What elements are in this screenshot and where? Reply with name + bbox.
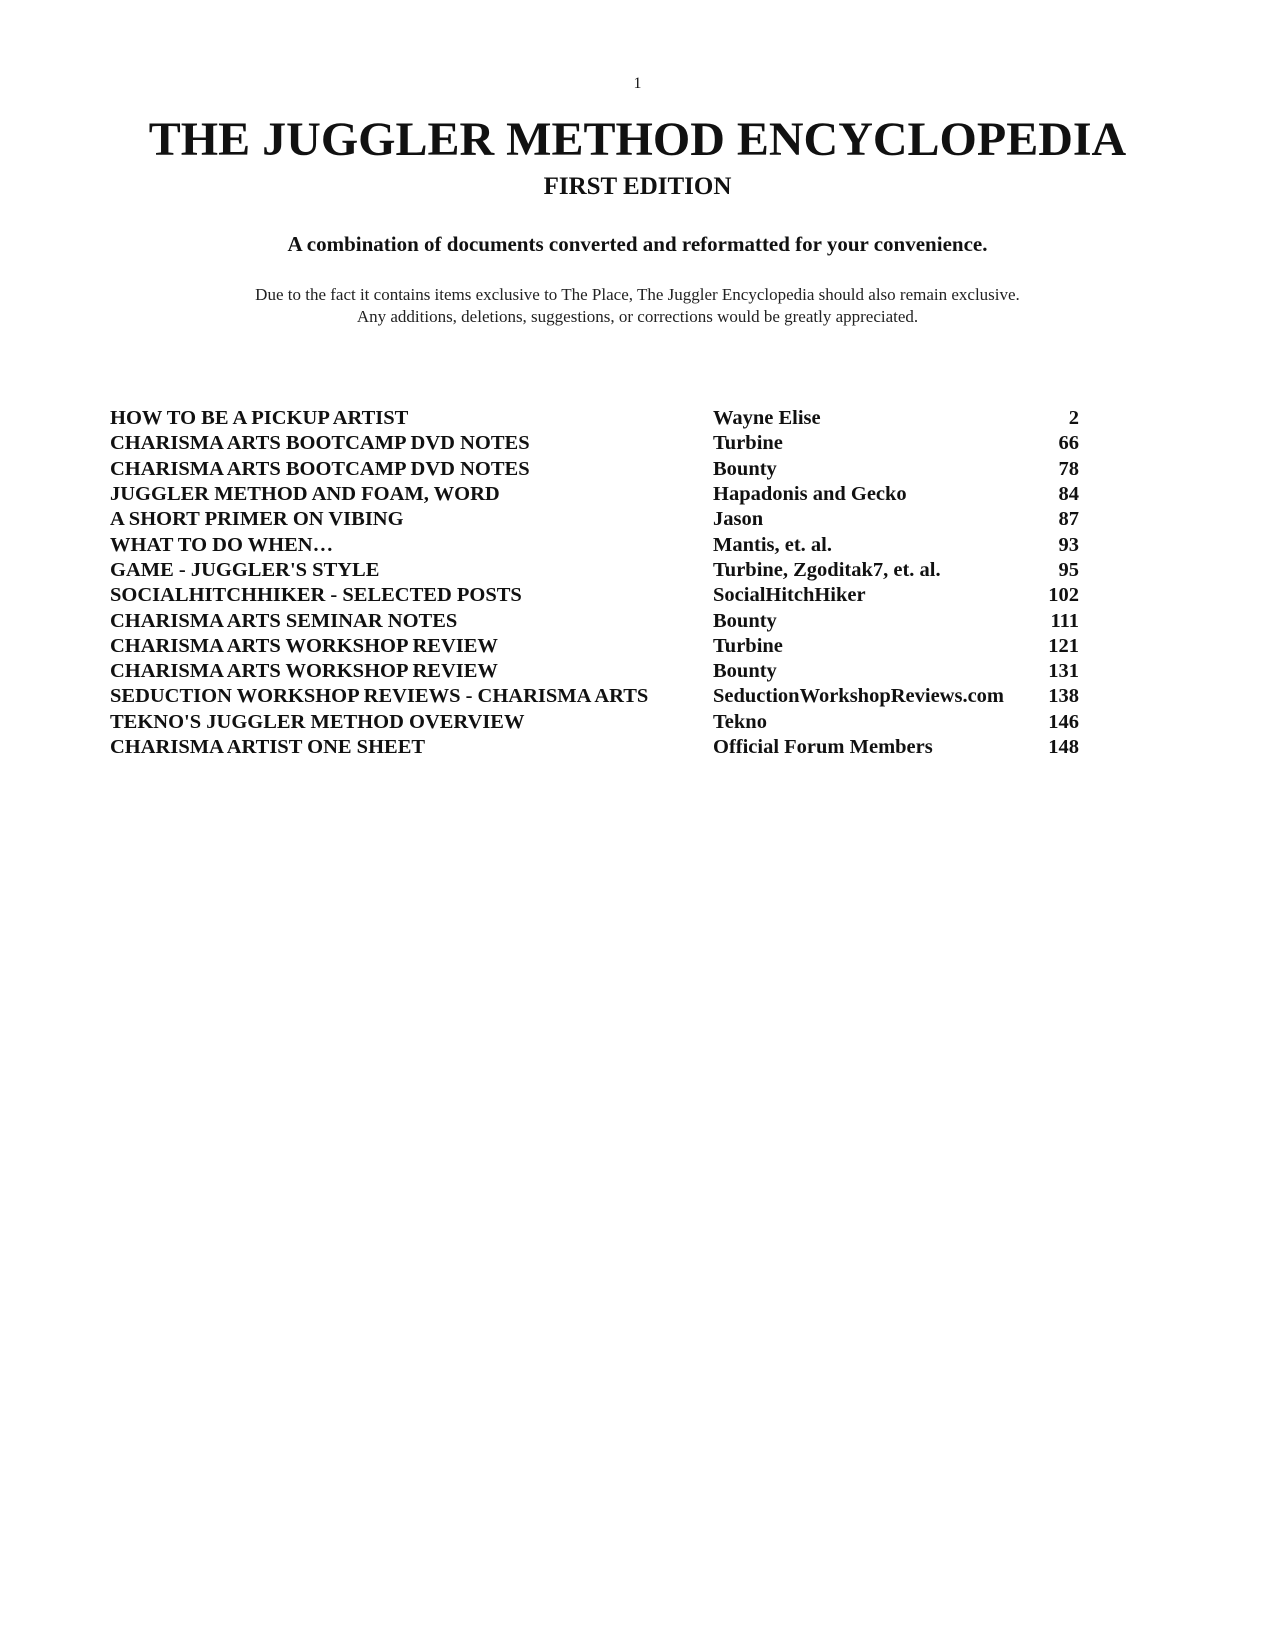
toc-entry <box>110 482 1110 507</box>
toc-entry-page: 2 <box>1068 407 1079 430</box>
toc-entry-title: CHARISMA ARTIST ONE SHEET <box>110 736 426 758</box>
toc-entry <box>110 710 1110 735</box>
toc-entry-title: SOCIALHITCHHIKER - SELECTED POSTS <box>110 584 522 607</box>
toc-entry-author: SeductionWorkshopReviews.com <box>713 685 1005 708</box>
toc-entry-author: Turbine <box>713 432 783 455</box>
toc-entry-author: Bounty <box>713 457 777 480</box>
toc-entry-page: 121 <box>1048 634 1079 657</box>
toc-entry-author: Turbine <box>713 634 783 657</box>
toc-entry-page: 148 <box>1048 736 1079 758</box>
toc-entry-title: GAME - JUGGLER'S STYLE <box>110 558 380 581</box>
toc-entry-author: Bounty <box>713 660 777 683</box>
document-note <box>0 284 1275 328</box>
document-subtitle: FIRST EDITION <box>543 173 732 200</box>
toc-entry-author: Turbine, Zgoditak7, et. al. <box>713 558 941 581</box>
toc-entry <box>110 532 1110 557</box>
toc-entry-page: 84 <box>1058 483 1079 506</box>
toc-entry <box>110 684 1110 709</box>
toc-entry-title: CHARISMA ARTS SEMINAR NOTES <box>110 609 458 632</box>
toc-entry-page: 93 <box>1058 533 1079 556</box>
toc-entry <box>110 659 1110 684</box>
note-line-1: Due to the fact it contains items exclusive to The Place, The Juggler Encyclopedia should also remain exclusive. <box>255 285 1020 304</box>
toc-entry <box>110 431 1110 456</box>
toc-entry-title: A SHORT PRIMER ON VIBING <box>110 508 404 531</box>
page-number: 1 <box>633 75 642 92</box>
toc-entry-author: Mantis, et. al. <box>713 533 832 556</box>
toc-entry-author: Wayne Elise <box>713 407 821 430</box>
document-title: THE JUGGLER METHOD ENCYCLOPEDIA <box>148 113 1127 166</box>
toc-entry-title: CHARISMA ARTS WORKSHOP REVIEW <box>110 660 498 683</box>
toc-entry-author: Jason <box>713 508 764 531</box>
table-of-contents <box>110 406 1110 760</box>
toc-entry-page: 102 <box>1048 584 1079 607</box>
document-tagline: A combination of documents converted and reformatted for your convenience. <box>287 232 988 256</box>
toc-entry-page: 131 <box>1048 660 1079 683</box>
toc-entry-page: 66 <box>1058 432 1079 455</box>
toc-entry-author: Official Forum Members <box>713 736 933 758</box>
toc-entry-title: TEKNO'S JUGGLER METHOD OVERVIEW <box>110 710 525 733</box>
toc-entry <box>110 507 1110 532</box>
toc-entry <box>110 583 1110 608</box>
toc-entry <box>110 406 1110 431</box>
toc-entry <box>110 608 1110 633</box>
toc-entry-author: SocialHitchHiker <box>713 584 866 607</box>
toc-entry-title: CHARISMA ARTS BOOTCAMP DVD NOTES <box>110 457 530 480</box>
toc-entry-page: 138 <box>1048 685 1079 708</box>
toc-entry-title: CHARISMA ARTS WORKSHOP REVIEW <box>110 634 498 657</box>
toc-entry <box>110 735 1110 760</box>
toc-entry-title: CHARISMA ARTS BOOTCAMP DVD NOTES <box>110 432 530 455</box>
toc-entry-title: SEDUCTION WORKSHOP REVIEWS - CHARISMA ARTS <box>110 685 649 708</box>
toc-entry-author: Bounty <box>713 609 777 632</box>
toc-entry-title: JUGGLER METHOD AND FOAM, WORD <box>110 483 500 506</box>
toc-entry-page: 146 <box>1048 710 1079 733</box>
toc-entry <box>110 558 1110 583</box>
toc-entry-page: 111 <box>1050 609 1079 632</box>
toc-entry <box>110 457 1110 482</box>
toc-entry-page: 95 <box>1058 558 1079 581</box>
toc-entry-author: Tekno <box>713 710 767 733</box>
toc-entry-title: WHAT TO DO WHEN… <box>110 533 334 556</box>
toc-entry-page: 87 <box>1058 508 1079 531</box>
toc-entry-page: 78 <box>1058 457 1079 480</box>
toc-entry-title: HOW TO BE A PICKUP ARTIST <box>110 407 409 430</box>
toc-entry-author: Hapadonis and Gecko <box>713 483 907 506</box>
note-line-2: Any additions, deletions, suggestions, or corrections would be greatly appreciated. <box>356 307 919 326</box>
toc-entry <box>110 634 1110 659</box>
